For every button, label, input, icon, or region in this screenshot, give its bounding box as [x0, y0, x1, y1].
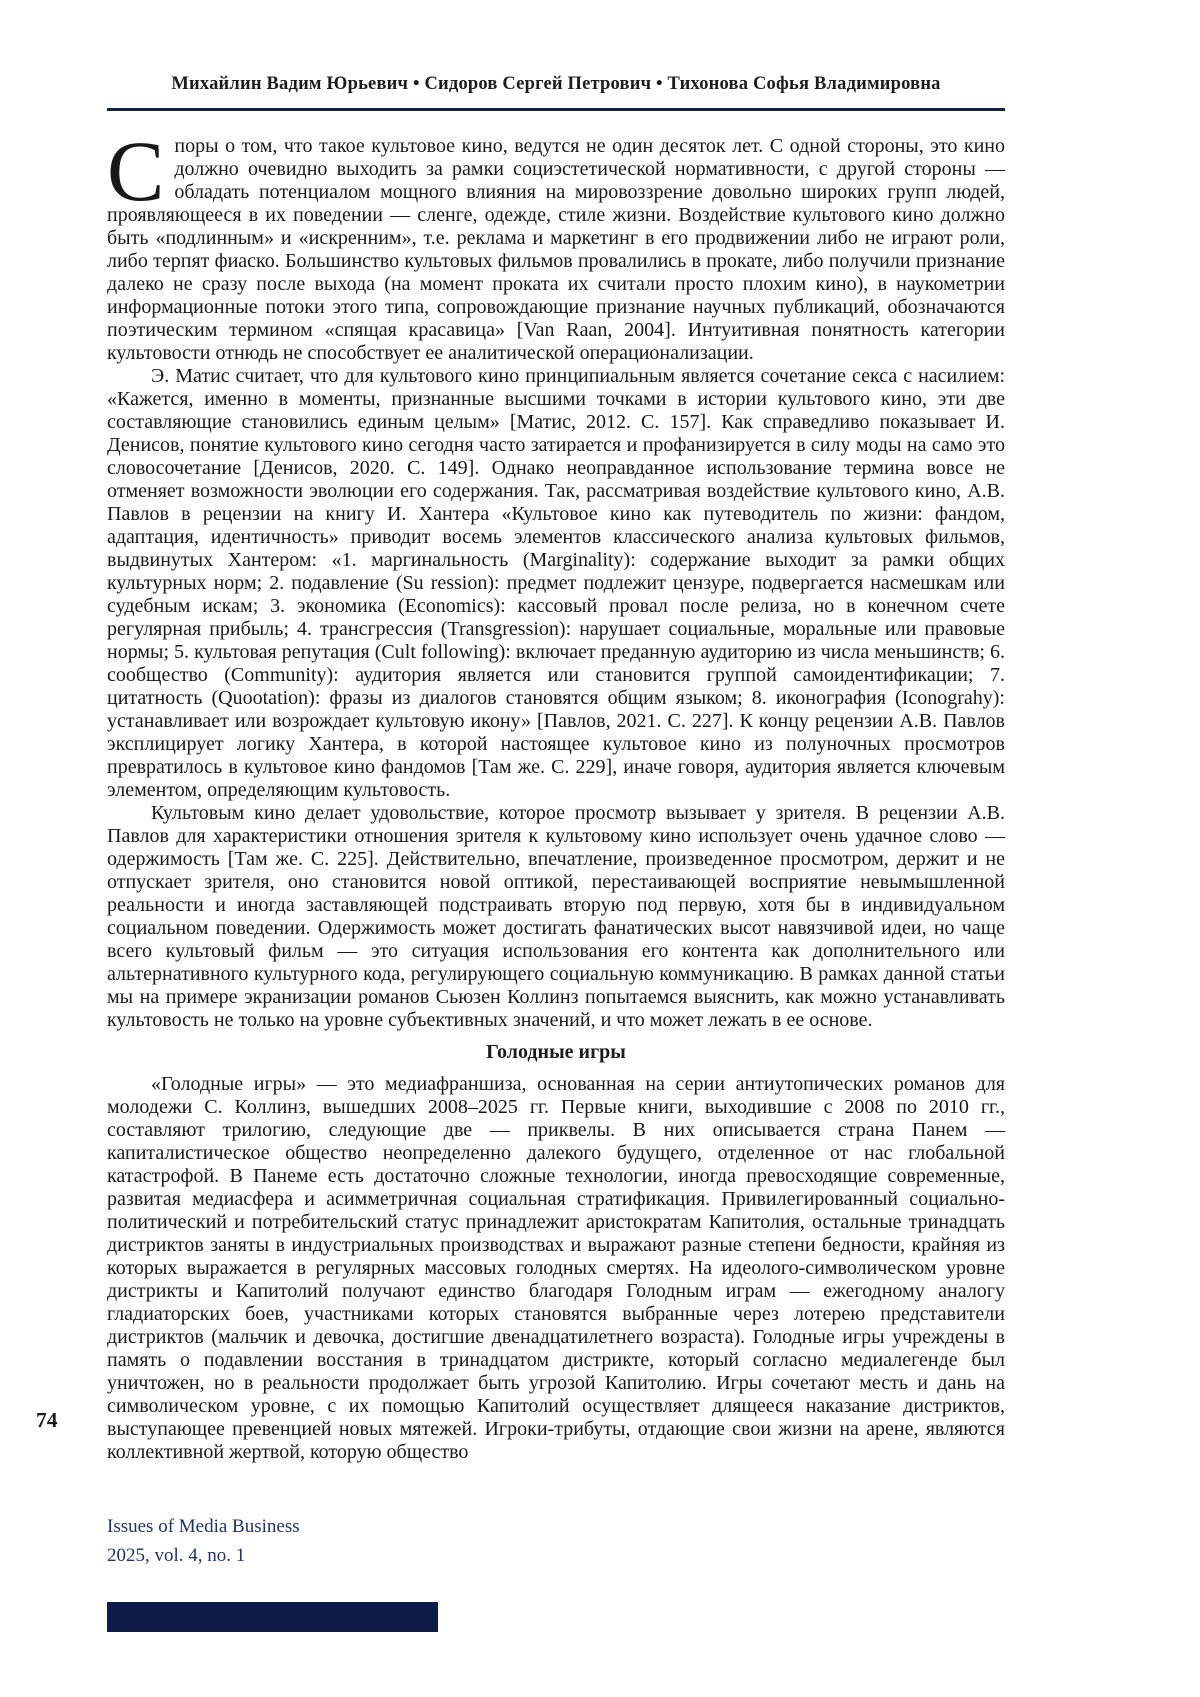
paragraph-obsession: Культовым кино делает удовольствие, которое просмотр вызывает у зрителя. В рецензии А.В. Павлов для характеристики отношения зрителя к культовому кино использует очень удачное слово — одержимость [Там же. С. 225]. Действительно, впечатление, произведенное просмотром, держит и не отпускает зрителя, оно становится новой оптикой, перестаивающей восприятие невымышленной реальности и иногда заставляющей подстраивать вторую под первую, хотя бы в индивидуальном социальном поведении. Одержимость может достигать фанатических высот навязчивой идеи, но чаще всего культовый фильм — это ситуация использования его контента как дополнительного или альтернативного культурного кода, регулирующего социальную коммуникацию. В рамках данной статьи мы на примере экранизации романов Сьюзен Коллинз попытаемся выяснить, как можно устанавливать культовость не только на уровне субъективных значений, и что может лежать в ее основе.	[107, 802, 1005, 1031]
page-content	[107, 0, 1005, 1464]
footer-journal-title: Issues of Media Business	[107, 1516, 300, 1537]
header-rule	[107, 108, 1005, 111]
paragraph-intro-text: поры о том, что такое культовое кино, ведутся не один десяток лет. С одной стороны, это кино должно очевидно выходить за рамки социэстетической нормативности, с другой стороны — обладать потенциалом мощного влияния на мировоззрение довольно широких групп людей, проявляющееся в их поведении — сленге, одежде, стиле жизни. Воздействие культового кино должно быть «подлинным» и «искренним», т.е. реклама и маркетинг в его продвижении либо не играют роли, либо терпят фиаско. Большинство культовых фильмов провалились в прокате, либо получили признание далеко не сразу после выхода (на момент проката их считали просто плохим кино), в наукометрии информационные потоки этого типа, сопровождающие признание научных публикаций, обозначаются поэтическим термином «спящая красавица» [Van Raan, 2004]. Интуитивная понятность категории культовости отнюдь не способствует ее аналитической операционализации.	[107, 135, 1005, 364]
paragraph-hunger-games: «Голодные игры» — это медиафраншиза, основанная на серии антиутопических романов для молодежи С. Коллинз, вышедших 2008–2025 гг. Первые книги, выходившие с 2008 по 2010 гг., составляют трилогию, следующие две — приквелы. В них описывается страна Панем — капиталистическое общество неопределенно далекого будущего, отделенное от нас глобальной катастрофой. В Панеме есть достаточно сложные технологии, иногда превосходящие современные, развитая медиасфера и асимметричная социальная стратификация. Привилегированный социально-политический и потребительский статус принадлежит аристократам Капитолия, остальные тринадцать дистриктов заняты в индустриальных производствах и выражают разные степени бедности, крайняя из которых выражается в регулярных массовых голодных смертях. На идеолого-символическом уровне дистрикты и Капитолий получают единство благодаря Голодным играм — ежегодному аналогу гладиаторских боев, участниками которых становятся выбранные через лотерею представители дистриктов (мальчик и девочка, достигшие двенадцатилетнего возраста). Голодные игры учреждены в память о подавлении восстания в тринадцатом дистрикте, который согласно медиалегенде был уничтожен, но в реальности продолжает быть угрозой Капитолию. Игры сочетают месть и дань на символическом уровне, с их помощью Капитолий осуществляет длящееся наказание дистриктов, выступающее превенцией новых мятежей. Игроки-трибуты, отдающие свои жизни на арене, являются коллективной жертвой, которую общество	[107, 1073, 1005, 1463]
page-number: 74	[36, 1408, 58, 1432]
header-authors: Михайлин Вадим Юрьевич • Сидоров Сергей Петрович • Тихонова Софья Владимировна	[171, 74, 941, 94]
footer	[107, 1512, 300, 1570]
section-heading: Голодные игры	[486, 1041, 626, 1063]
paragraph-matis: Э. Матис считает, что для культового кино принципиальным является сочетание секса с насилием: «Кажется, именно в моменты, признанные высшими точками в истории культового кино, эти две составляющие становились единым целым» [Матис, 2012. С. 157]. Как справедливо показывает И. Денисов, понятие культового кино сегодня часто затирается и профанизируется в силу моды на само это словосочетание [Денисов, 2020. С. 149]. Однако неоправданное использование термина вовсе не отменяет возможности эволюции его содержания. Так, рассматривая воздействие культового кино, А.В. Павлов в рецензии на книгу И. Хантера «Культовое кино как путеводитель по жизни: фандом, адаптация, идентичность» приводит восемь элементов классического анализа культовых фильмов, выдвинутых Хантером: «1. маргинальность (Marginality): содержание выходит за рамки общих культурных норм; 2. подавление (Su ression): предмет подлежит цензуре, подвергается насмешкам или судебным искам; 3. экономика (Economics): кассовый провал после релиза, но в конечном счете регулярная прибыль; 4. трансгрессия (Transgression): нарушает социальные, моральные или правовые нормы; 5. культовая репутация (Cult following): включает преданную аудиторию из числа меньшинств; 6. сообщество (Community): аудитория является или становится группой самоидентификации; 7. цитатность (Quootation): фразы из диалогов становятся общим языком; 8. иконография (Iconograhy): устанавливает или возрождает культовую икону» [Павлов, 2021. С. 227]. К концу рецензии А.В. Павлов эксплицирует логику Хантера, в которой настоящее культовое кино из полуночных просмотров превратилось в культовое кино фандомов [Там же. С. 229], иначе говоря, аудитория является ключевым элементом, определяющим культовость.	[107, 365, 1005, 801]
paragraph-intro	[107, 123, 1005, 365]
drop-cap: С	[107, 123, 165, 219]
article-body	[107, 123, 1005, 1464]
footer-issue-info: 2025, vol. 4, no. 1	[107, 1545, 246, 1566]
footer-accent-bar	[107, 1602, 438, 1632]
